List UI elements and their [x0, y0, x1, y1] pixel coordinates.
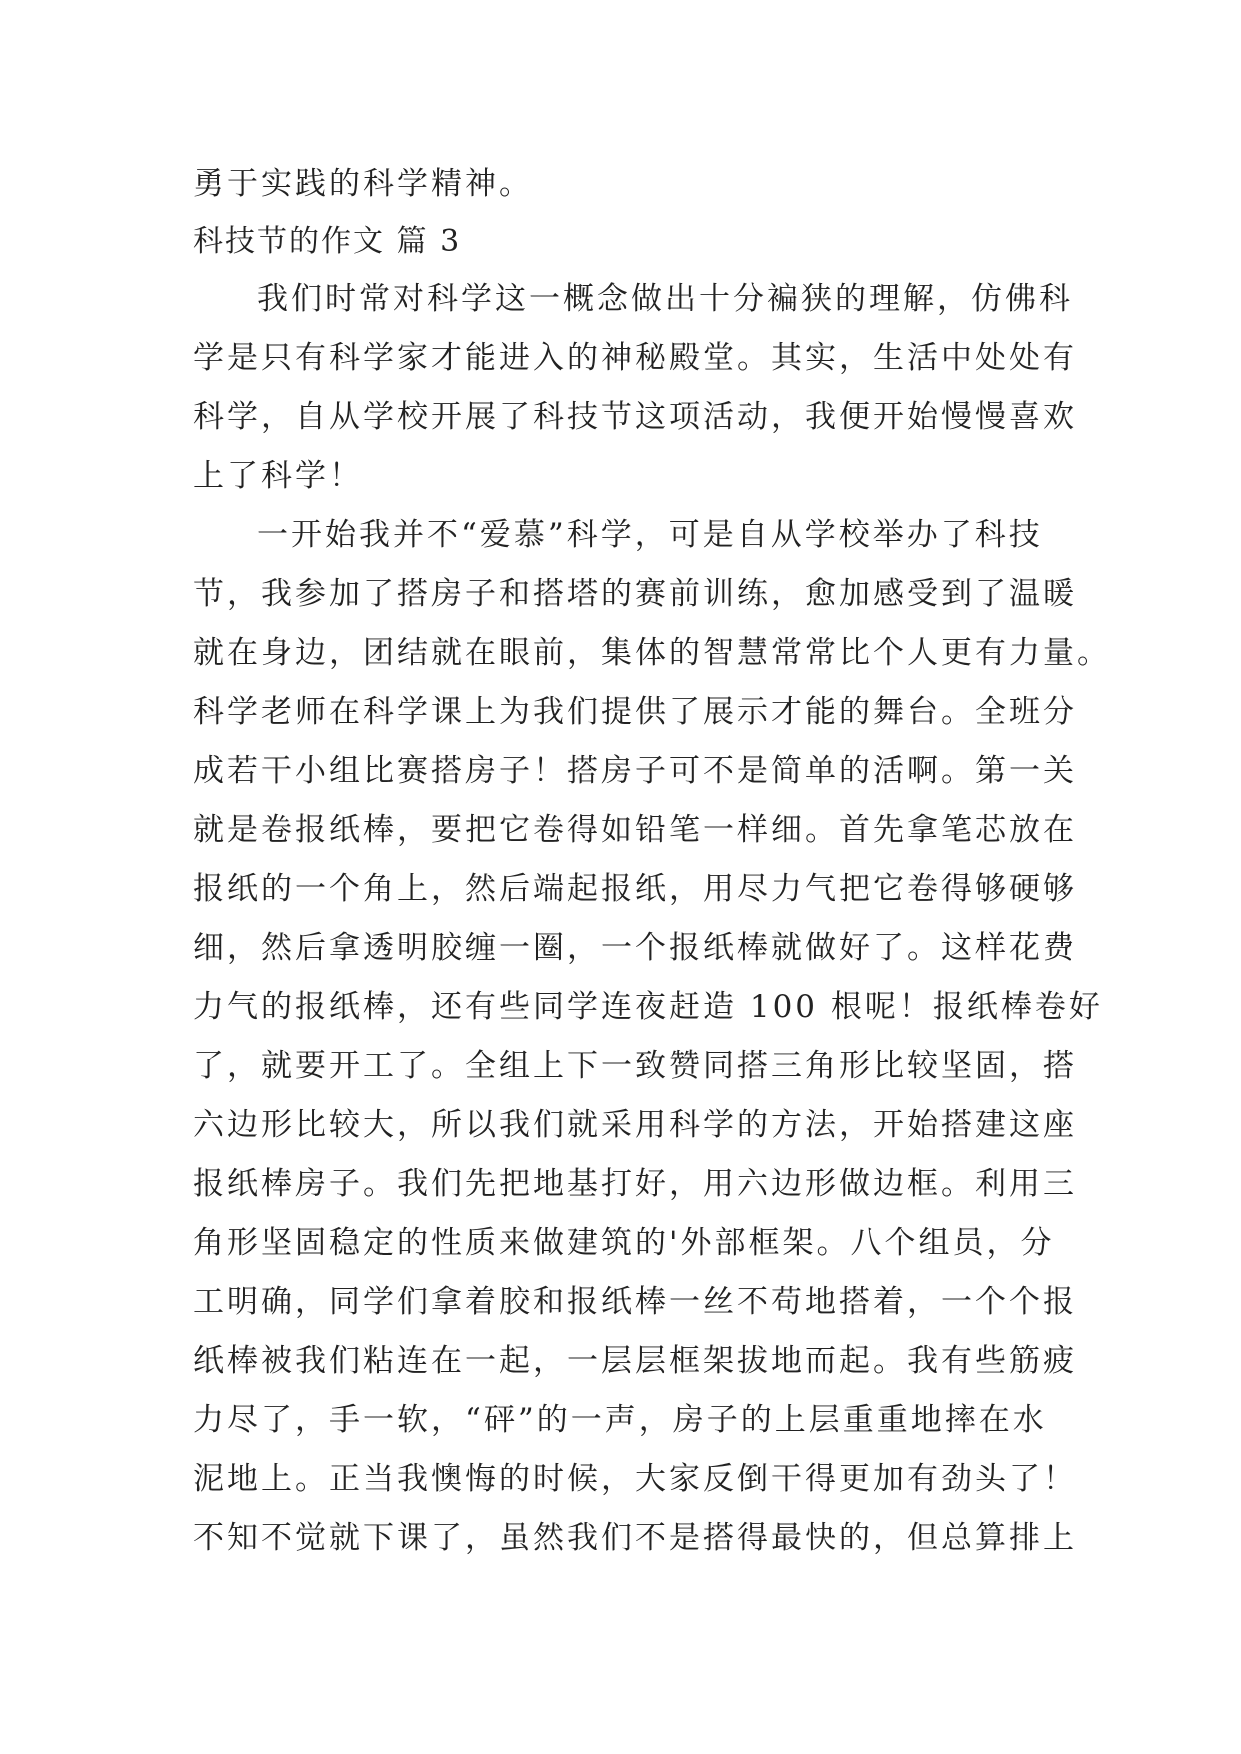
paragraph-line: 我们时常对科学这一概念做出十分褊狭的理解，仿佛科	[257, 281, 1073, 317]
paragraph-line: 不知不觉就下课了，虽然我们不是搭得最快的，但总算排上	[193, 1520, 1077, 1556]
paragraph-line: 上了科学！	[193, 458, 363, 494]
paragraph-line: 科学，自从学校开展了科技节这项活动，我便开始慢慢喜欢	[193, 399, 1077, 435]
paragraph-line: 报纸的一个角上，然后端起报纸，用尽力气把它卷得够硬够	[193, 871, 1077, 907]
paragraph-line: 科学老师在科学课上为我们提供了展示才能的舞台。全班分	[193, 694, 1077, 730]
paragraph-line: 报纸棒房子。我们先把地基打好，用六边形做边框。利用三	[193, 1166, 1077, 1202]
paragraph-line: 就在身边，团结就在眼前，集体的智慧常常比个人更有力量。	[193, 635, 1111, 671]
paragraph-line: 细，然后拿透明胶缠一圈，一个报纸棒就做好了。这样花费	[193, 930, 1077, 966]
paragraph-line: 角形坚固稳定的性质来做建筑的'外部框架。八个组员，分	[193, 1225, 1055, 1261]
paragraph-line: 了，就要开工了。全组上下一致赞同搭三角形比较坚固，搭	[193, 1048, 1077, 1084]
paragraph-line: 一开始我并不“爱慕”科学，可是自从学校举办了科技	[257, 517, 1043, 553]
essay-text	[193, 155, 1111, 1568]
paragraph-line: 六边形比较大，所以我们就采用科学的方法，开始搭建这座	[193, 1107, 1077, 1143]
paragraph-line: 勇于实践的科学精神。	[193, 166, 533, 202]
paragraph-line: 学是只有科学家才能进入的神秘殿堂。其实，生活中处处有	[193, 340, 1077, 376]
paragraph-line: 成若干小组比赛搭房子！搭房子可不是简单的活啊。第一关	[193, 753, 1077, 789]
paragraph-line: 就是卷报纸棒，要把它卷得如铅笔一样细。首先拿笔芯放在	[193, 812, 1077, 848]
paragraph-line: 纸棒被我们粘连在一起，一层层框架拔地而起。我有些筋疲	[193, 1343, 1077, 1379]
paragraph-line: 力气的报纸棒，还有些同学连夜赶造 100 根呢！报纸棒卷好	[193, 989, 1103, 1025]
paragraph-line: 泥地上。正当我懊悔的时候，大家反倒干得更加有劲头了！	[193, 1461, 1077, 1497]
paragraph-line: 工明确，同学们拿着胶和报纸棒一丝不苟地搭着，一个个报	[193, 1284, 1077, 1320]
paragraph-line: 节，我参加了搭房子和搭塔的赛前训练，愈加感受到了温暖	[193, 576, 1077, 612]
section-heading: 科技节的作文 篇 3	[193, 224, 462, 259]
paragraph-line: 力尽了，手一软，“砰”的一声，房子的上层重重地摔在水	[193, 1402, 1047, 1438]
